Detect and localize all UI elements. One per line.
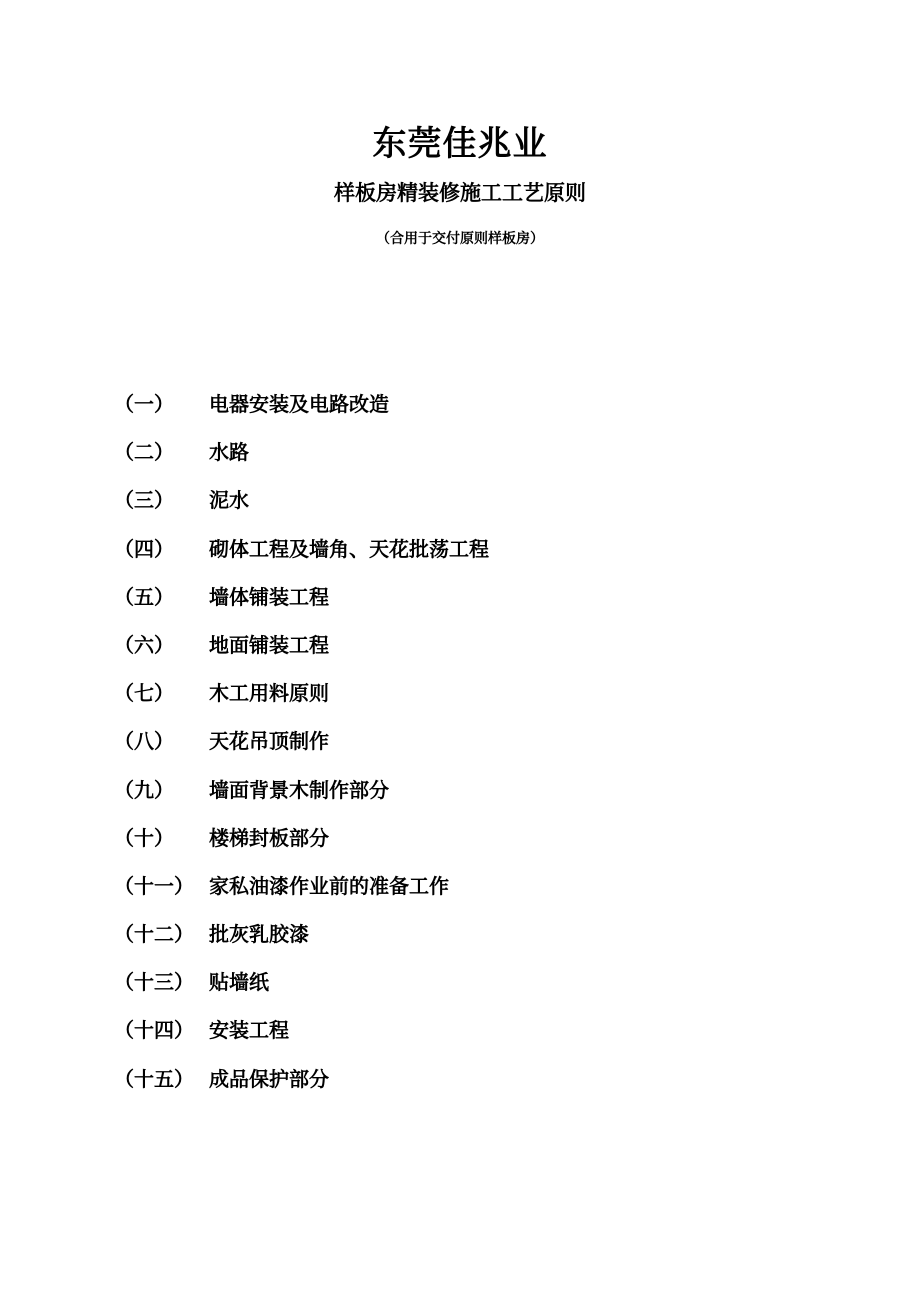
toc-item-6	[114, 631, 814, 679]
toc-item-number: （三）	[114, 488, 174, 513]
toc-item-number: （八）	[114, 729, 174, 754]
toc-item-3	[114, 486, 814, 534]
toc-item-number: （五）	[114, 584, 174, 609]
toc-item-text: 成品保护部分	[209, 1066, 329, 1091]
toc-item-text: 地面铺装工程	[209, 632, 329, 657]
toc-item-number: （九）	[114, 777, 174, 802]
toc-item-2	[114, 438, 814, 486]
toc-item-text: 墙体铺装工程	[209, 584, 329, 609]
toc-item-number: （一）	[114, 392, 174, 416]
toc-item-text: 电器安装及电路改造	[209, 392, 389, 416]
toc-item-number: （二）	[114, 440, 174, 465]
toc-item-number: （七）	[114, 681, 174, 706]
toc-item-number: （十四）	[114, 1018, 194, 1043]
toc-item-text: 楼梯封板部分	[209, 825, 329, 850]
toc-item-text: 批灰乳胶漆	[209, 922, 309, 947]
toc-item-9	[114, 776, 814, 824]
table-of-contents	[114, 390, 814, 1113]
toc-item-number: （四）	[114, 536, 174, 561]
toc-item-8	[114, 727, 814, 775]
toc-item-text: 墙面背景木制作部分	[209, 777, 389, 802]
toc-item-number: （十）	[114, 825, 174, 850]
toc-item-number: （十一）	[114, 873, 194, 898]
toc-item-text: 家私油漆作业前的准备工作	[209, 873, 449, 898]
toc-item-13	[114, 968, 814, 1016]
toc-item-4	[114, 535, 814, 583]
toc-item-15	[114, 1065, 814, 1113]
document-note: （合用于交付原则样板房）	[376, 231, 544, 247]
toc-item-text: 泥水	[209, 488, 249, 513]
toc-item-5	[114, 583, 814, 631]
toc-item-text: 安装工程	[209, 1018, 289, 1043]
document-subtitle: 样板房精装修施工工艺原则	[334, 181, 586, 205]
toc-item-text: 贴墙纸	[209, 970, 269, 995]
toc-item-text: 砌体工程及墙角、天花批荡工程	[209, 536, 489, 561]
toc-item-11	[114, 872, 814, 920]
toc-item-text: 天花吊顶制作	[209, 729, 329, 754]
toc-item-text: 水路	[209, 440, 249, 465]
toc-item-text: 木工用料原则	[209, 681, 329, 706]
toc-item-1	[114, 390, 814, 438]
toc-item-10	[114, 824, 814, 872]
toc-item-number: （十五）	[114, 1066, 194, 1091]
document-title: 东莞佳兆业	[372, 124, 548, 164]
toc-item-12	[114, 920, 814, 968]
toc-item-number: （十二）	[114, 922, 194, 947]
toc-item-number: （六）	[114, 632, 174, 657]
toc-item-number: （十三）	[114, 970, 194, 995]
toc-item-7	[114, 679, 814, 727]
toc-item-14	[114, 1016, 814, 1064]
